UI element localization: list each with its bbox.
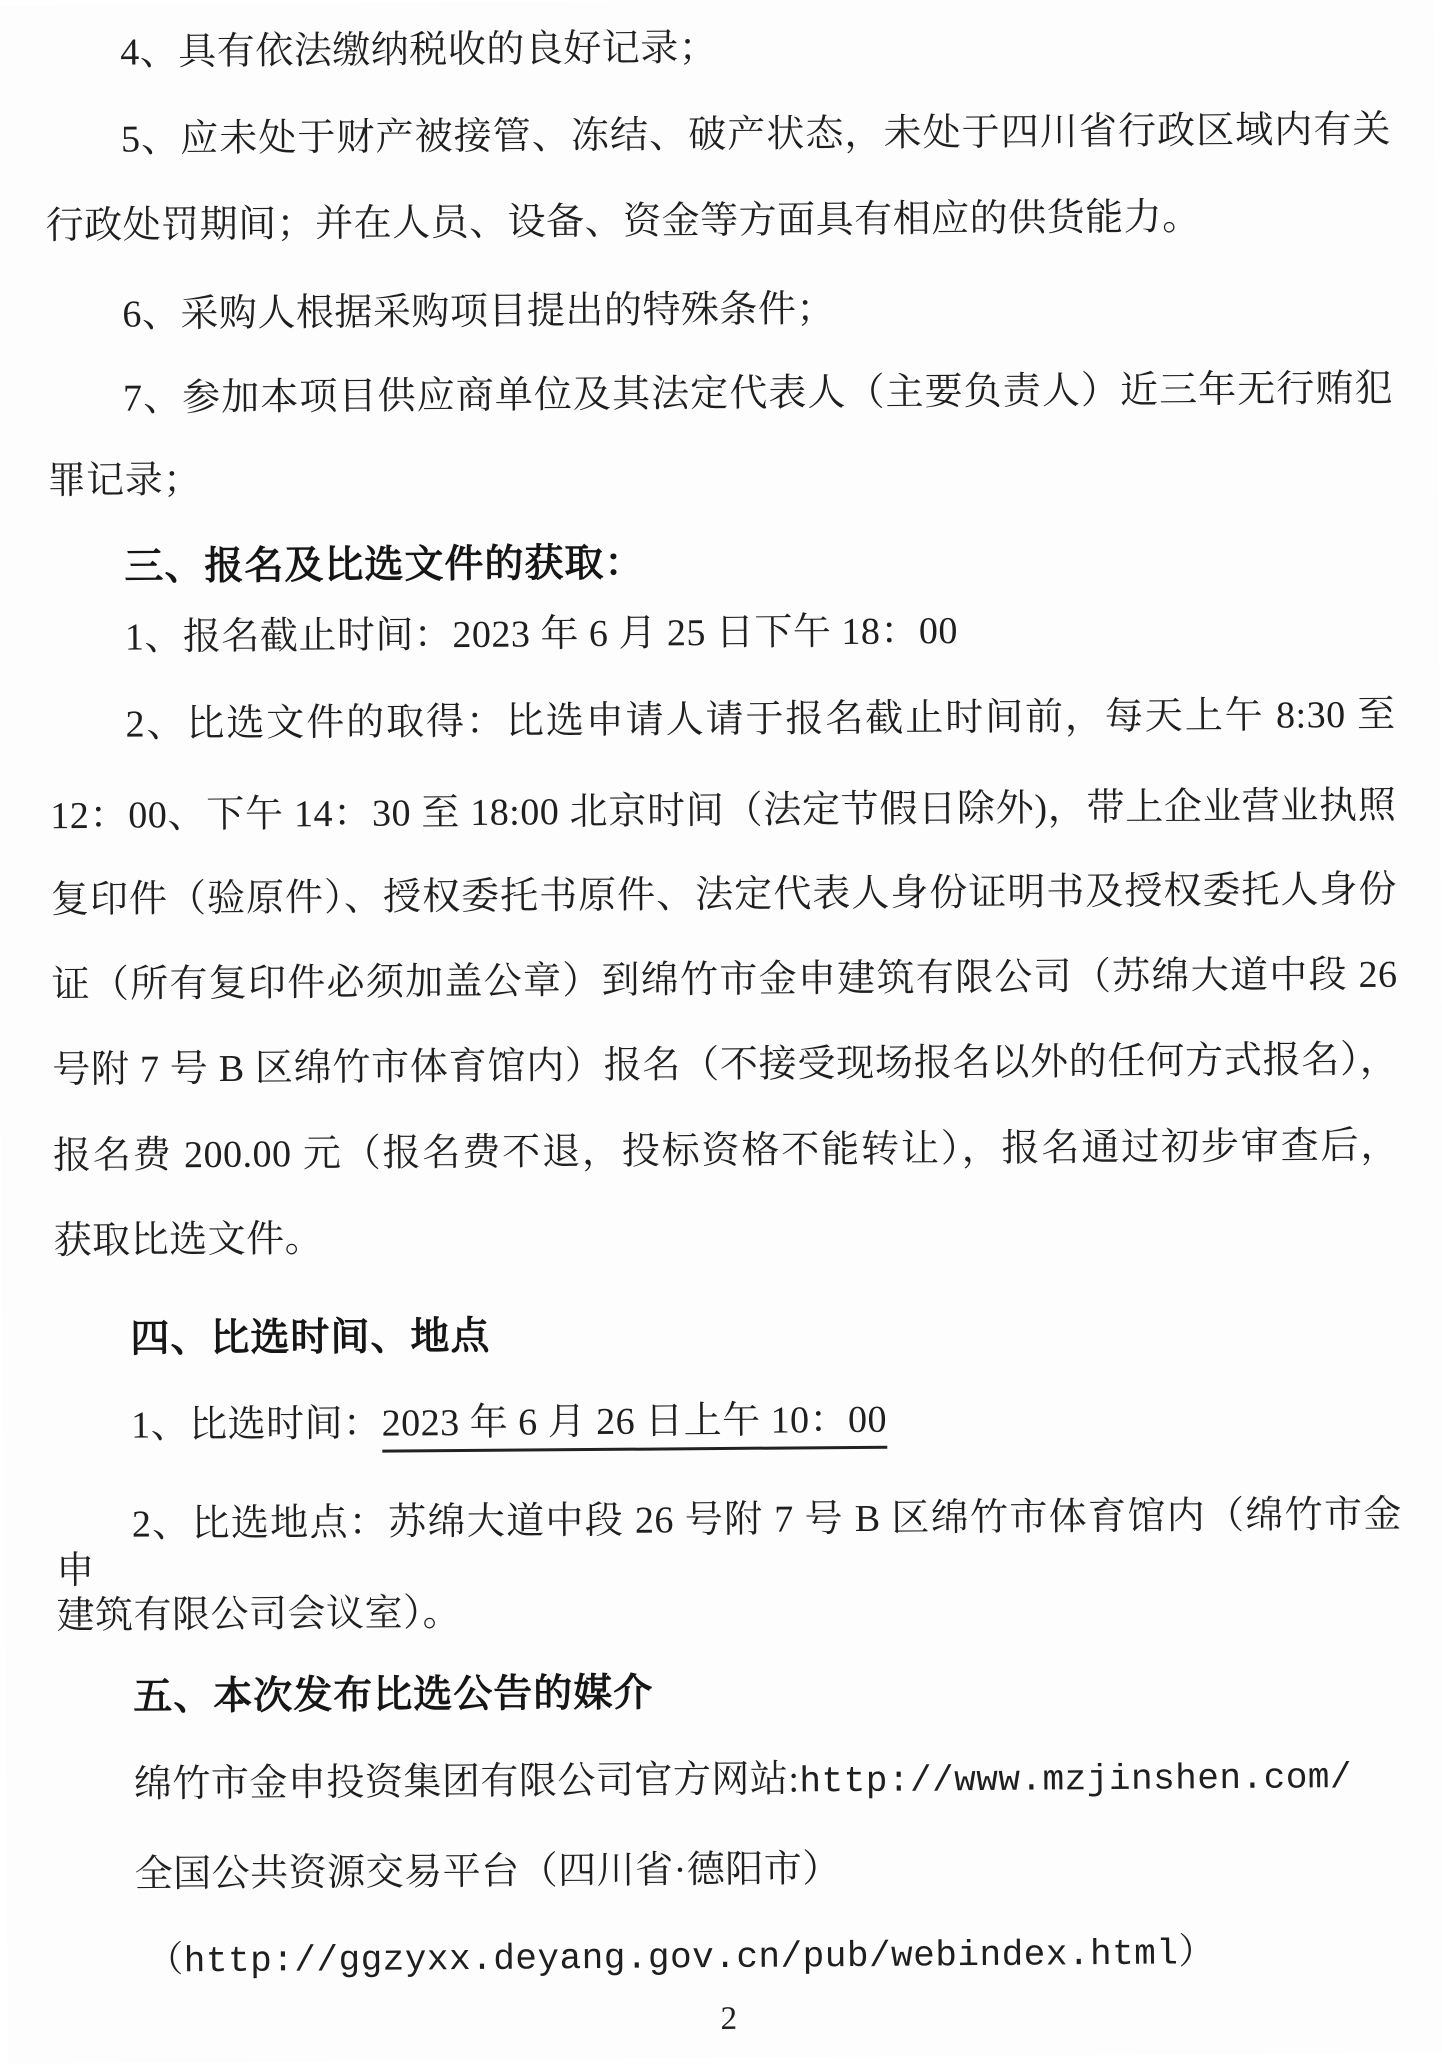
- doc-line-jinshen-website: [58, 1752, 1404, 1812]
- page-number: 2: [720, 2000, 738, 2038]
- jinshen-website-label: 绵竹市金申投资集团有限公司官方网站:: [133, 1758, 800, 1806]
- bixuan-time-label: 1、比选时间：: [130, 1402, 382, 1447]
- doc-line-obtain-part1: 2、比选文件的取得：比选申请人请于报名截止时间前，每天上午 8:30 至: [125, 693, 1396, 746]
- doc-line-bixuan-place-part1: 2、比选地点：苏绵大道中段 26 号附 7 号 B 区绵竹市体育馆内（绵竹市金申: [56, 1493, 1403, 1593]
- doc-line-item5-part1: 5、应未处于财产被接管、冻结、破产状态，未处于四川省行政区域内有关: [120, 108, 1392, 161]
- doc-line-obtain-part3: 复印件（验原件）、授权委托书原件、法定代表人身份证明书及授权委托人身份: [50, 868, 1398, 922]
- doc-line-bixuan-time: [55, 1393, 1401, 1450]
- doc-line-obtain-part7: 获取比选文件。: [53, 1218, 324, 1263]
- bixuan-time-underlined-date: 2023 年 6 月 26 日上午 10：00: [381, 1399, 887, 1453]
- section-heading-3: 三、报名及比选文件的获取：: [124, 541, 645, 589]
- jinshen-website-url: http://www.mzjinshen.com/: [799, 1757, 1353, 1803]
- doc-line-platform-name: 全国公共资源交易平台（四川省·德阳市）: [134, 1848, 841, 1896]
- section-heading-4: 四、比选时间、地点: [130, 1314, 491, 1361]
- doc-line-item5-part2: 行政处罚期间；并在人员、设备、资金等方面具有相应的供货能力。: [45, 196, 1201, 248]
- doc-line-obtain-part6: 报名费 200.00 元（报名费不退，投标资格不能转让），报名通过初步审查后，: [52, 1124, 1400, 1178]
- doc-line-tax-record: 4、具有依法缴纳税收的良好记录；: [120, 26, 718, 74]
- doc-line-bixuan-place-part2: 建筑有限公司会议室）。: [56, 1592, 462, 1638]
- section-heading-5: 五、本次发布比选公告的媒介: [133, 1671, 654, 1719]
- doc-line-signup-deadline: 1、报名截止时间：2023 年 6 月 25 日下午 18：00: [124, 610, 959, 659]
- doc-line-obtain-part5: 号附 7 号 B 区绵竹市体育馆内）报名（不接受现场报名以外的任何方式报名），: [52, 1038, 1399, 1092]
- doc-line-item7-part2: 罪记录；: [47, 459, 202, 503]
- doc-line-obtain-part4: 证（所有复印件必须加盖公章）到绵竹市金申建筑有限公司（苏绵大道中段 26: [51, 953, 1398, 1007]
- doc-line-item7-part1: 7、参加本项目供应商单位及其法定代表人（主要负责人）近三年无行贿犯: [122, 367, 1394, 420]
- doc-line-obtain-part2: 12：00、下午 14：30 至 18:00 北京时间（法定节假日除外)，带上企业营业执照: [50, 784, 1397, 838]
- doc-line-item6: 6、采购人根据采购项目提出的特殊条件；: [122, 288, 836, 336]
- deyang-platform-url: （http://ggzyxx.deyang.gov.cn/pub/webindex.html）: [147, 1933, 1216, 1983]
